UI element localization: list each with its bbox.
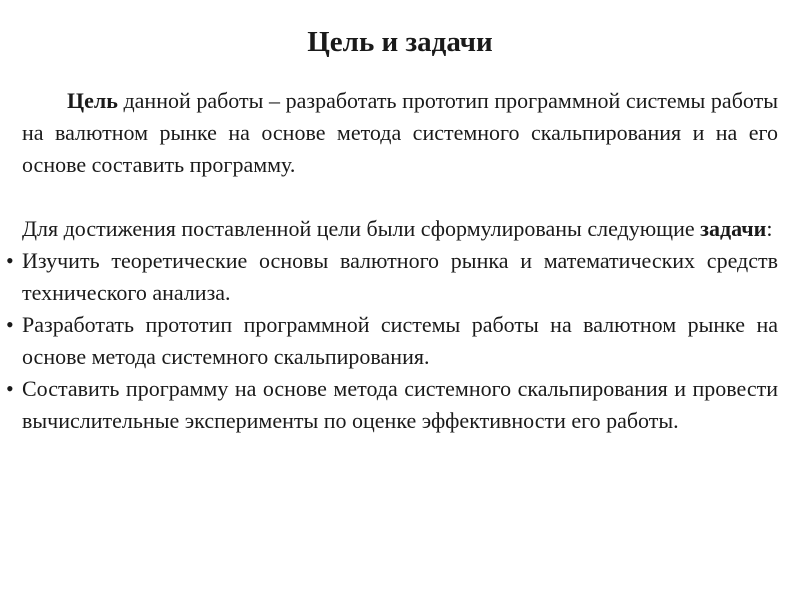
task-text: Разработать прототип программной системы работы на валютном рынке на основе метода системного скальпирования. <box>22 312 778 369</box>
task-item <box>6 373 778 437</box>
goal-lead: Цель <box>67 88 118 113</box>
bullet-icon: • <box>6 312 14 337</box>
goal-text: данной работы – разработать прототип программной системы работы на валютном рынке на основе метода системного скальпирования и на его основе составить программу. <box>22 88 778 177</box>
goal-paragraph <box>22 85 778 181</box>
slide-content <box>6 85 778 437</box>
tasks-intro-emphasis: задачи <box>700 216 767 241</box>
task-text: Изучить теоретические основы валютного рынка и математических средств технического анализа. <box>22 248 778 305</box>
task-item <box>6 309 778 373</box>
tasks-intro-text: Для достижения поставленной цели были сформулированы следующие <box>22 216 701 241</box>
tasks-list <box>6 245 778 437</box>
paragraph-spacer <box>22 181 778 213</box>
bullet-icon: • <box>6 376 14 401</box>
tasks-intro-suffix: : <box>766 216 773 241</box>
slide-title: Цель и задачи <box>307 26 493 58</box>
tasks-intro-paragraph <box>22 213 778 245</box>
task-item <box>6 245 778 309</box>
bullet-icon: • <box>6 248 14 273</box>
task-text: Составить программу на основе метода системного скальпирования и провести вычислительные эксперименты по оценке эффективности его работы. <box>22 376 778 433</box>
